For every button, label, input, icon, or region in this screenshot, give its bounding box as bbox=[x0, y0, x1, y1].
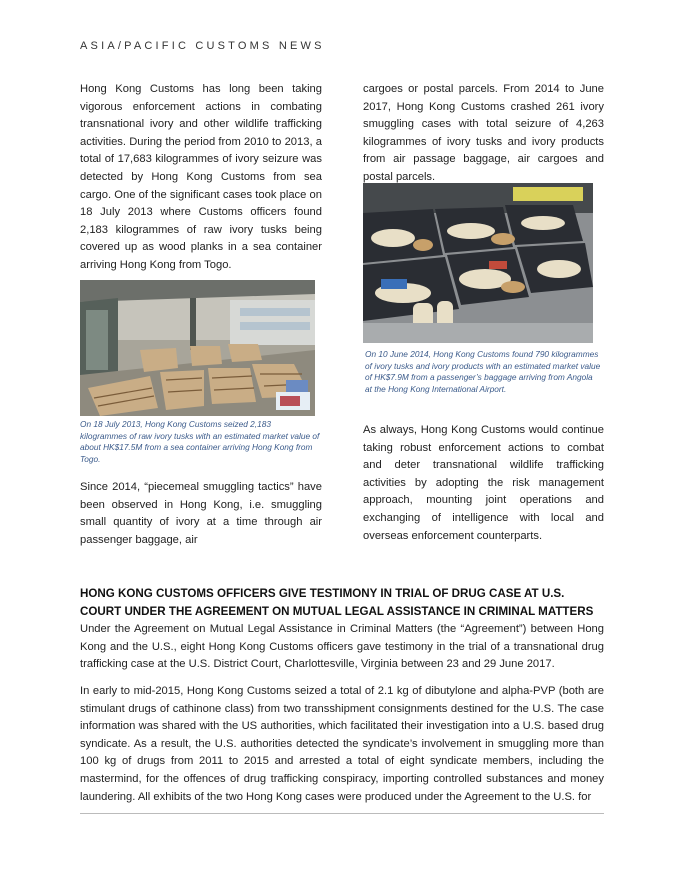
article1-conclusion-paragraph: As always, Hong Kong Customs would continue taking robust enforcement actions to combat and deter transnational wildlife trafficking activities by adopting the risk management approach, mounting joint operations and exchanging of intelligence with local and overseas enforcement counterparts. bbox=[363, 424, 604, 542]
article1-left-column-top bbox=[80, 81, 322, 275]
article1-left-column-bottom bbox=[80, 479, 322, 549]
article1-right-column-bottom bbox=[363, 422, 604, 545]
article1-piecemeal-paragraph: Since 2014, “piecemeal smuggling tactics” have been observed in Hong Kong, i.e. smuggling small quantity of ivory at a time through air passenger baggage, air bbox=[80, 481, 322, 546]
ivory-luggage-seizure-photo bbox=[363, 183, 593, 343]
photo1-caption: On 18 July 2013, Hong Kong Customs seized 2,183 kilogrammes of raw ivory tusks with an estimated market value of about HK$17.5M from a sea container arriving Hong Kong from Togo. bbox=[80, 419, 320, 464]
photo2-caption: On 10 June 2014, Hong Kong Customs found 790 kilogrammes of ivory tusks and ivory products with an estimated market value of HK$7.9M from a passenger’s baggage arriving from Angola at the Hong Kong International Airport. bbox=[365, 349, 601, 394]
article1-intro-paragraph: Hong Kong Customs has long been taking vigorous enforcement actions in combating transnational ivory and other wildlife trafficking activities. During the period from 2010 to 2013, a total of 17,683 kilogrammes of ivory seizure was detected by Hong Kong Customs from sea cargo. One of the significant cases took place on 18 July 2013 where Customs officers found 2,183 kilogrammes of raw ivory tusks being covered up as wood planks in a sea container arriving Hong Kong from Togo. bbox=[80, 83, 322, 271]
article2-headline: HONG KONG CUSTOMS OFFICERS GIVE TESTIMONY IN TRIAL OF DRUG CASE AT U.S. COURT UNDER THE AGREEMENT ON MUTUAL LEGAL ASSISTANCE IN CRIMINAL MATTERS bbox=[80, 587, 594, 618]
ivory-seizure-warehouse-photo bbox=[80, 280, 315, 416]
publication-header: ASIA/PACIFIC CUSTOMS NEWS bbox=[80, 40, 325, 52]
article1-seizure-stats-paragraph: cargoes or postal parcels. From 2014 to June 2017, Hong Kong Customs crashed 261 ivory smuggling cases with total seizure of 4,263 kilogrammes of ivory tusks and ivory products from air passage baggage, air cargoes and postal parcels. bbox=[363, 83, 604, 183]
article1-right-column-top bbox=[363, 81, 604, 187]
article2-seizure-paragraph: In early to mid-2015, Hong Kong Customs seized a total of 2.1 kg of dibutylone and alpha-PVP (both are stimulant drugs of cathinone class) from two transshipment consignments destined for the U.S. The case information was shared with the US authorities, which facilitated their investigation into a U.S. based drug syndicate. As a result, the U.S. authorities detected the syndicate’s involvement in smuggling more than 100 kg of drugs from 2011 to 2015 and arrested a total of eight syndicate members, including the mastermind, for the offences of drug trafficking conspiracy, importing controlled substances and money laundering. All exhibits of the two Hong Kong cases were produced under the Agreement to the U.S. for bbox=[80, 685, 604, 803]
footer-divider bbox=[80, 813, 604, 814]
article2-agreement-paragraph: Under the Agreement on Mutual Legal Assistance in Criminal Matters (the “Agreement”) between Hong Kong and the U.S., eight Hong Kong Customs officers gave testimony in the trial of a transnational drug trafficking case at the U.S. District Court, Charlottesville, Virginia between 23 and 29 June 2017. bbox=[80, 623, 604, 671]
